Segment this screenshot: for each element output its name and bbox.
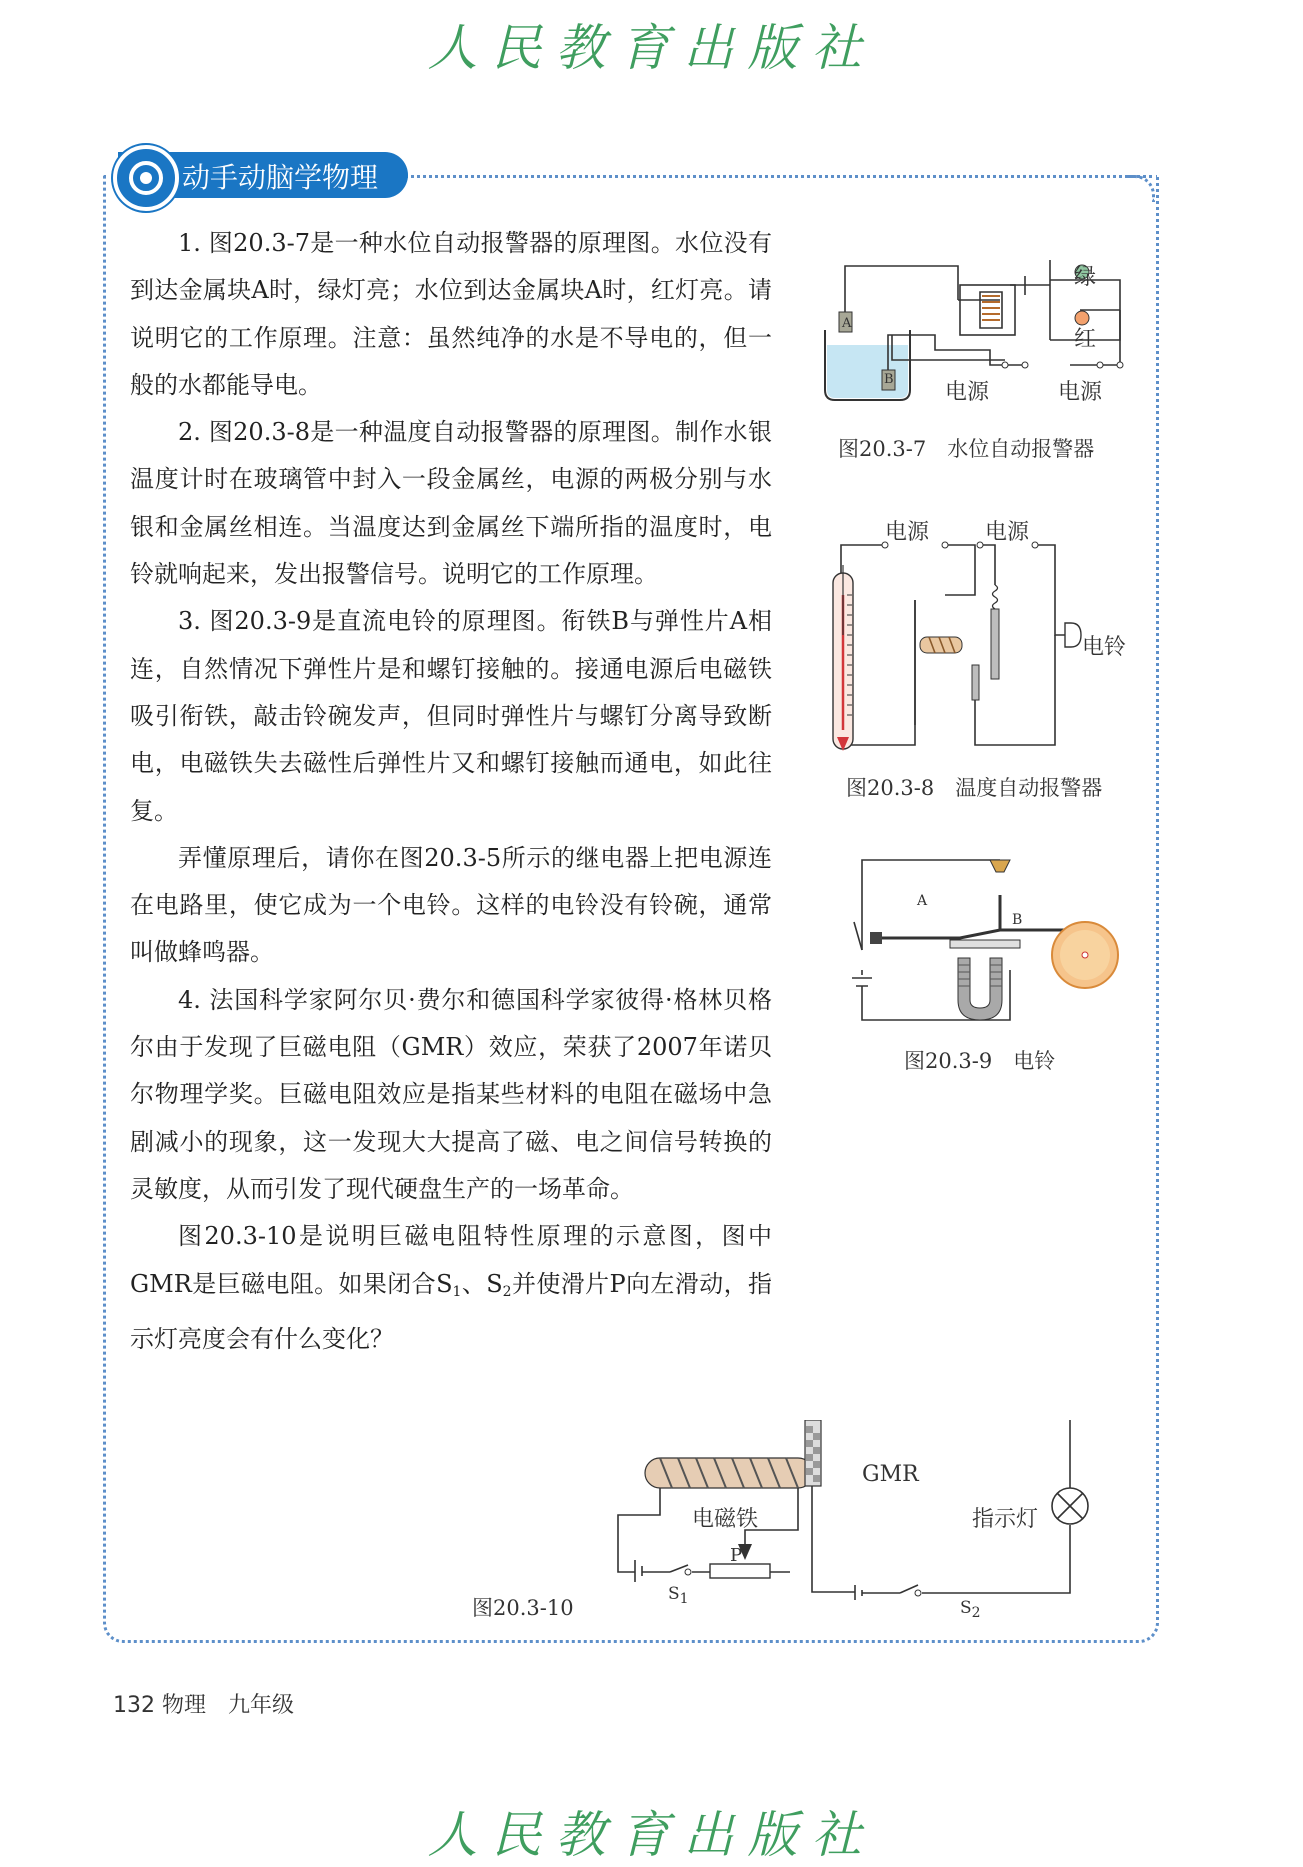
page-footer: 132 物理 九年级 <box>113 1693 294 1718</box>
fig7-label-b: B <box>884 372 894 387</box>
paragraph-2: 2. 图20.3-8是一种温度自动报警器的原理图。制作水银温度计时在玻璃管中封入一段金属丝，电源的两极分别与水银和金属丝相连。当温度达到金属丝下端所指的温度时，电铃就响起来，发出报警信号。说明它的工作原理。 <box>130 418 772 589</box>
fig7-label-power-2: 电源 <box>1058 380 1103 405</box>
fig8-caption: 图20.3-8 温度自动报警器 <box>846 776 1103 800</box>
fig10-label-slider-p: P <box>730 1545 743 1566</box>
fig8-label-bell: 电铃 <box>1082 635 1127 660</box>
section-header-icon <box>113 145 179 211</box>
fig10-label-gmr: GMR <box>862 1462 919 1487</box>
publisher-logo-top: 人民教育出版社 <box>427 19 876 77</box>
fig10-label-s1: $S_1$ <box>668 1584 689 1607</box>
fig7-label-green: 绿 <box>1074 265 1097 290</box>
fig9-label-b: B <box>1012 912 1023 928</box>
fig9-label-a: A <box>917 893 928 909</box>
paragraph-1: 1. 图20.3-7是一种水位自动报警器的原理图。水位没有到达金属块A时，绿灯亮；水位到达金属块A时，红灯亮。请说明它的工作原理。注意：虽然纯净的水是不导电的，但一般的水都能导电。 <box>130 229 772 399</box>
paragraph-4: 弄懂原理后，请你在图20.3-5所示的继电器上把电源连在电路里，使它成为一个电铃。这样的电铃没有铃碗，通常叫做蜂鸣器。 <box>130 843 772 967</box>
fig7-label-red: 红 <box>1074 327 1097 352</box>
exercise-frame-top <box>392 175 1152 178</box>
fig8-label-power-1: 电源 <box>885 520 930 545</box>
paragraph-5: 4. 法国科学家阿尔贝·费尔和德国科学家彼得·格林贝格尔由于发现了巨磁电阻（GMR）效应，荣获了2007年诺贝尔物理学奖。巨磁电阻效应是指某些材料的电阻在磁场中急剧减小的现象，这一发现大大提高了磁、电之间信号转换的灵敏度，从而引发了现代硬盘生产的一场革命。 <box>130 985 772 1203</box>
fig10-label-s2: $S_2$ <box>960 1598 981 1621</box>
fig10-label-indicator-lamp: 指示灯 <box>972 1507 1039 1532</box>
fig10-label-electromagnet: 电磁铁 <box>692 1507 759 1532</box>
publisher-logo-bottom: 人民教育出版社 <box>427 1806 876 1864</box>
fig8-label-power-2: 电源 <box>985 520 1030 545</box>
section-title: 动手动脑学物理 <box>182 161 379 194</box>
fig-temperature-alarm <box>825 525 1085 755</box>
paragraph-6: 图20.3-10是说明巨磁电阻特性原理的示意图，图中GMR是巨磁电阻。如果闭合$S_1$、$S_2$并使滑片P向左滑动，指示灯亮度会有什么变化？ <box>130 1222 772 1353</box>
fig-electric-bell <box>840 850 1120 1030</box>
fig10-caption: 图20.3-10 <box>472 1596 574 1620</box>
fig7-label-power-1: 电源 <box>945 380 990 405</box>
fig7-label-a: A <box>842 316 852 331</box>
fig9-caption: 图20.3-9 电铃 <box>904 1049 1056 1073</box>
exercise-text <box>130 220 772 1363</box>
fig7-caption: 图20.3-7 水位自动报警器 <box>838 437 1095 461</box>
paragraph-3: 3. 图20.3-9是直流电铃的原理图。衔铁B与弹性片A相连，自然情况下弹性片是和螺钉接触的。接通电源后电磁铁吸引衔铁，敲击铃碗发声，但同时弹性片与螺钉分离导致断电，电磁铁失去磁性后弹性片又和螺钉接触而通电，如此往复。 <box>130 607 772 825</box>
